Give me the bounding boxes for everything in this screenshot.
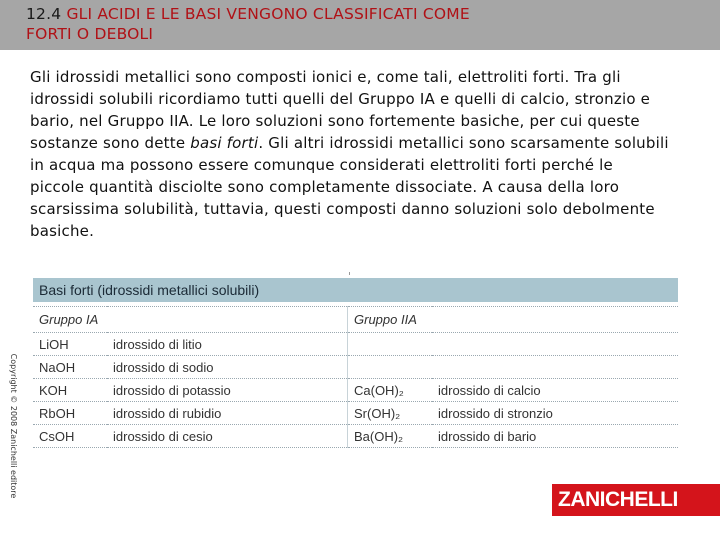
slide-header <box>0 0 720 50</box>
paragraph-1-end: . <box>258 134 264 152</box>
table-row <box>33 402 678 425</box>
formula-group2: Sr(OH)₂ <box>348 402 433 425</box>
formula-group1: LiOH <box>33 333 107 356</box>
slide-title <box>26 4 686 44</box>
table-top-mark <box>349 272 350 275</box>
paragraph-2-text: Gli altri idrossidi metallici sono scarsamente solubili in acqua ma possono essere comunque considerati elettroliti forti perché le piccole quantità disciolte sono completamente dissociate. A causa della loro scarsissima solubilità, tuttavia, questi composti danno soluzioni solo debolmente basiche. <box>30 134 669 240</box>
formula-group2: Ba(OH)₂ <box>348 425 433 448</box>
name-group1: idrossido di rubidio <box>107 402 348 425</box>
name-group2: idrossido di stronzio <box>432 402 678 425</box>
zanichelli-logo: ZANICHELLI <box>552 484 720 516</box>
name-group1: idrossido di cesio <box>107 425 348 448</box>
title-line-1: GLI ACIDI E LE BASI VENGONO CLASSIFICATI COME <box>66 5 470 23</box>
table-caption: Basi forti (idrossidi metallici solubili) <box>33 278 678 302</box>
body-paragraph <box>30 66 670 242</box>
formula-group2: Ca(OH)₂ <box>348 379 433 402</box>
section-number: 12.4 <box>26 5 62 23</box>
group-header-row <box>33 307 678 333</box>
name-group2 <box>432 356 678 379</box>
table-row <box>33 333 678 356</box>
paragraph-1-text: Gli idrossidi metallici sono composti ionici e, come tali, elettroliti forti. Tra gli idrossidi solubili ricordiamo tutti quelli del Gruppo IA e quelli di calcio, stronzio e bario, nel Gruppo IIA. Le loro soluzioni sono fortemente basiche, per cui queste sostanze sono dette <box>30 68 651 152</box>
table-row <box>33 379 678 402</box>
formula-group1: RbOH <box>33 402 107 425</box>
title-line-2: FORTI O DEBOLI <box>26 25 154 43</box>
name-group2: idrossido di calcio <box>432 379 678 402</box>
formula-group1: KOH <box>33 379 107 402</box>
name-group2 <box>432 333 678 356</box>
formula-group2 <box>348 333 433 356</box>
table-caption-row <box>33 278 678 302</box>
formula-group1: NaOH <box>33 356 107 379</box>
strong-bases-table <box>33 278 678 448</box>
table-row <box>33 425 678 448</box>
copyright-notice: Copyright © 2008 Zanichelli editore <box>9 353 18 499</box>
name-group1: idrossido di litio <box>107 333 348 356</box>
table-row <box>33 356 678 379</box>
group-2-header: Gruppo IIA <box>348 307 679 333</box>
name-group2: idrossido di bario <box>432 425 678 448</box>
group-1-header: Gruppo IA <box>33 307 348 333</box>
formula-group1: CsOH <box>33 425 107 448</box>
name-group1: idrossido di sodio <box>107 356 348 379</box>
name-group1: idrossido di potassio <box>107 379 348 402</box>
formula-group2 <box>348 356 433 379</box>
emphasis-basi-forti: basi forti <box>190 134 259 152</box>
